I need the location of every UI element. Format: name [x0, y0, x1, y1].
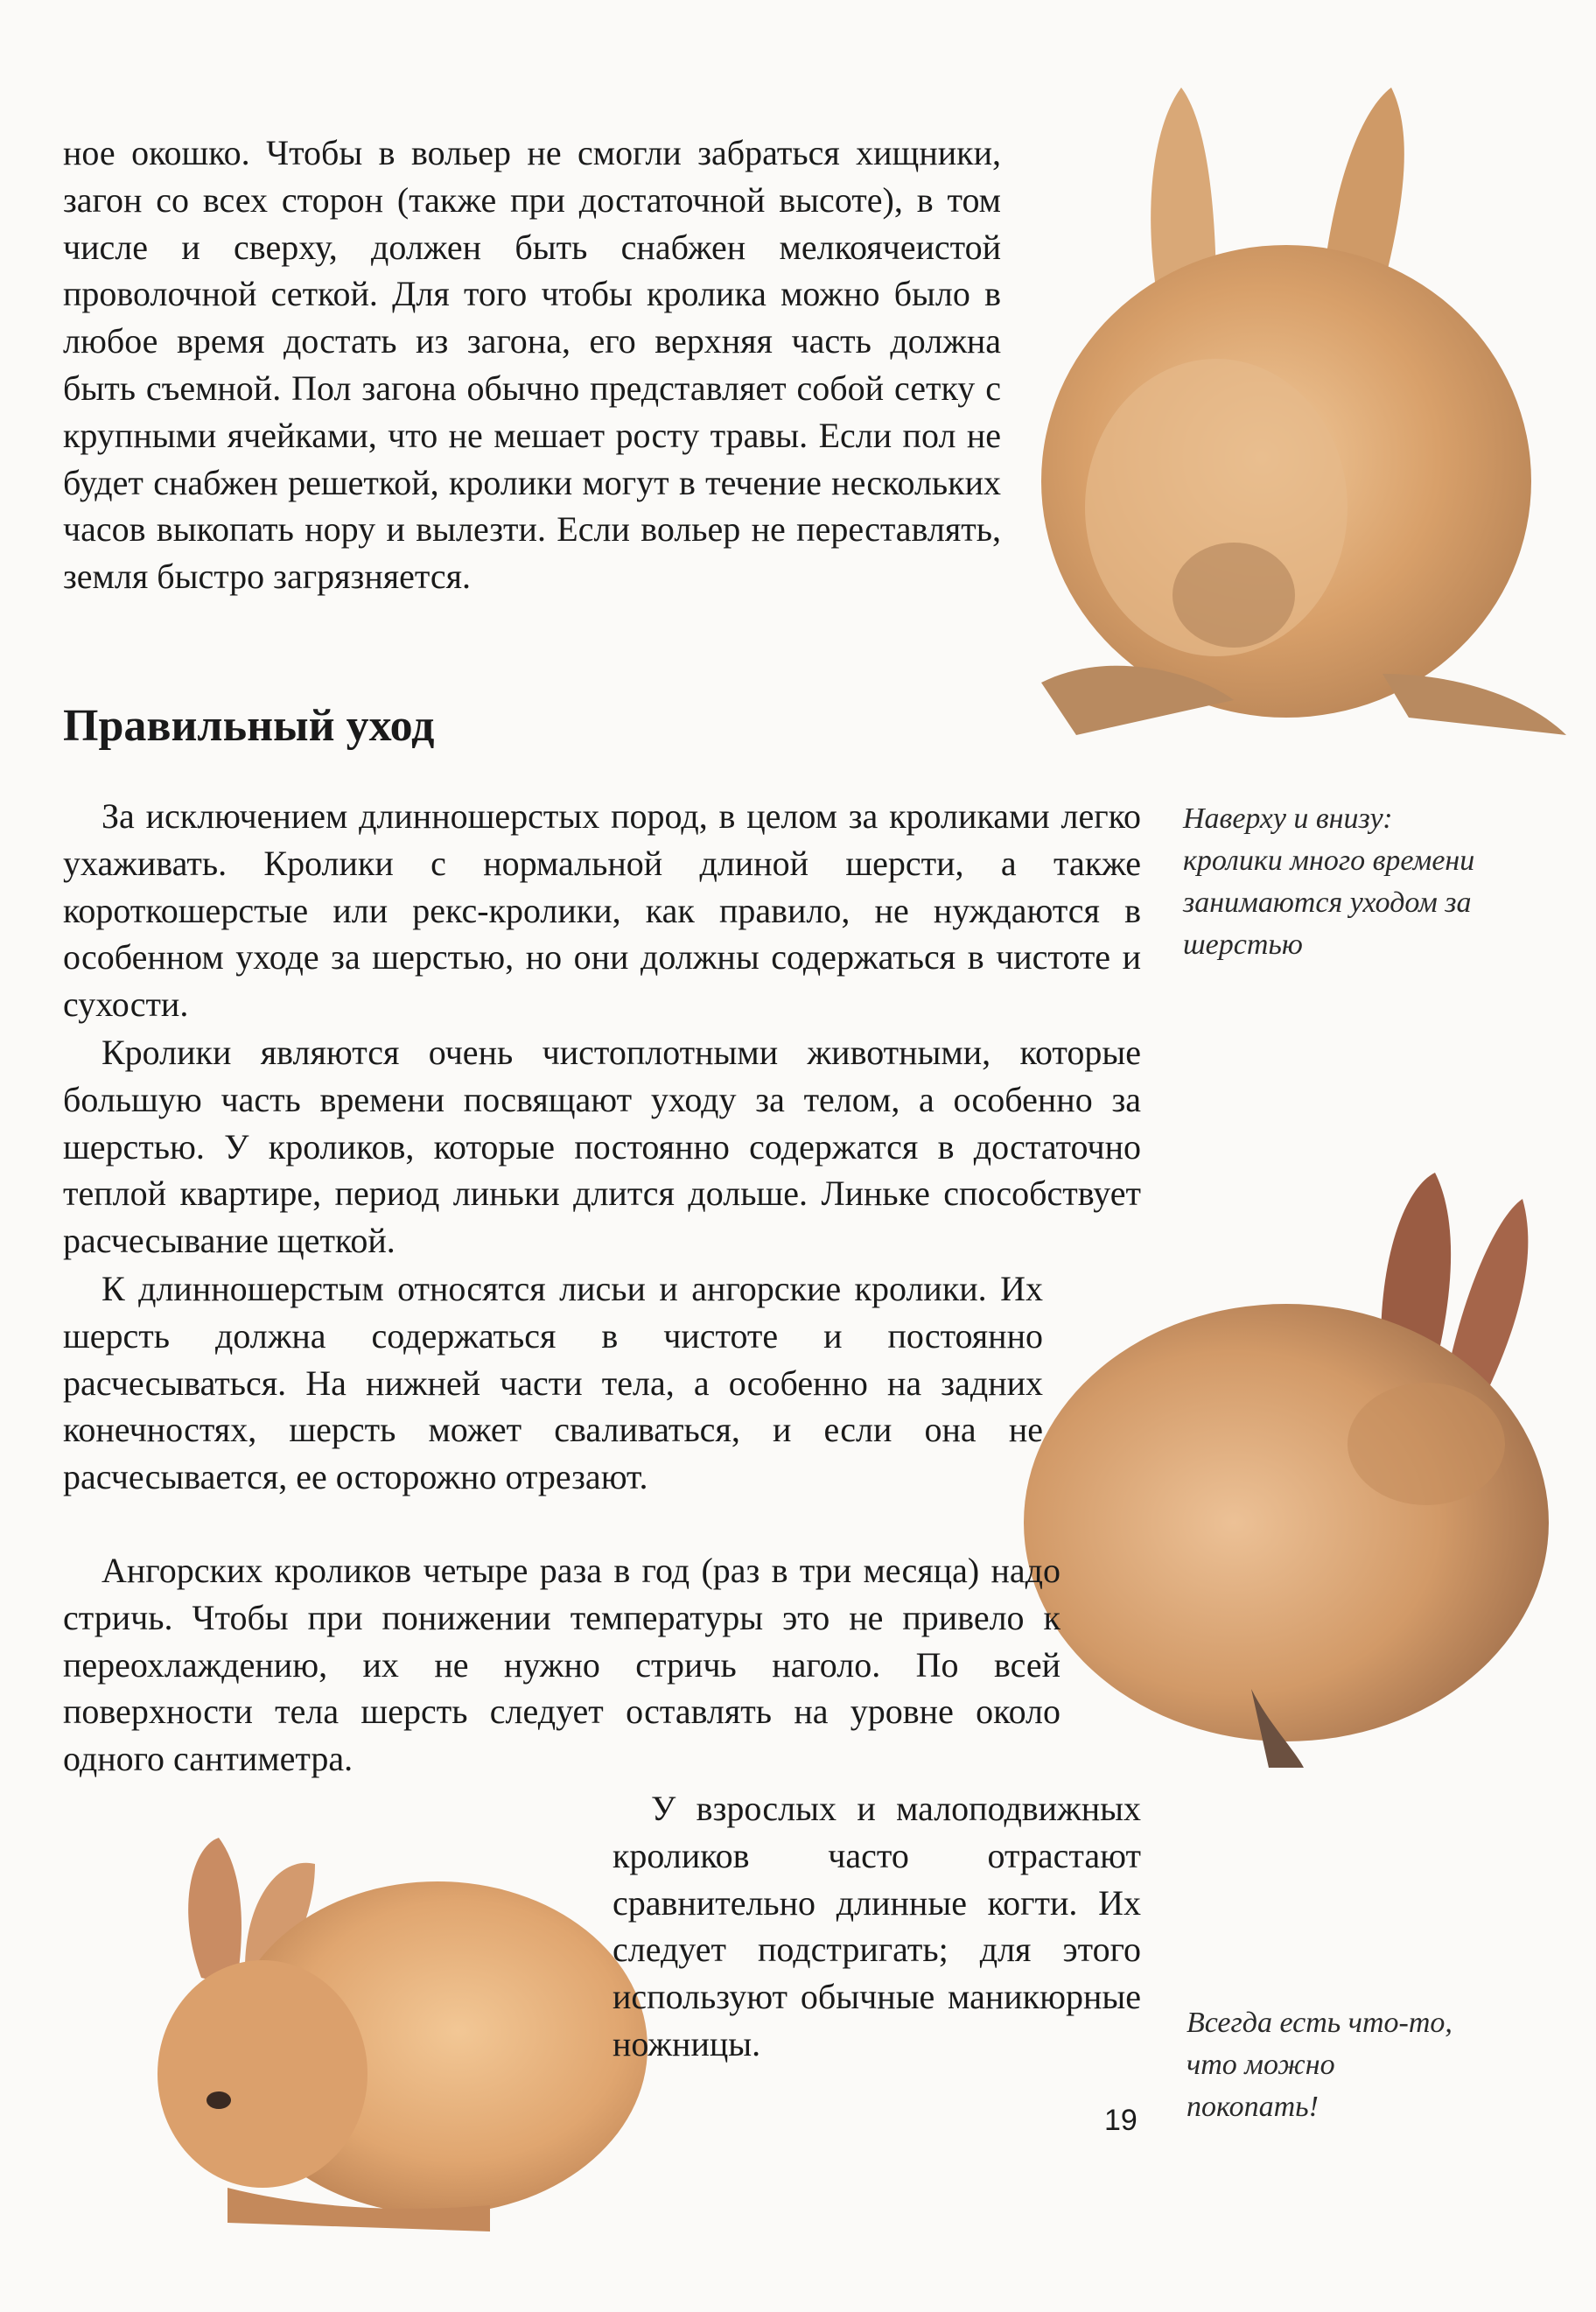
caption-bottom: Всегда есть что-то, что можно покопать! — [1186, 2007, 1452, 2123]
intro-paragraph: ное окошко. Чтобы в вольер не смогли забраться хищники, загон со всех сторон (также при достаточной высоте), в том числе и сверху, должен быть снабжен мелкоячеистой проволочной сеткой. Для того чтобы кролика можно было в любое время достать из загона, его верхняя часть должна быть съемной. Пол загона обычно представляет собой сетку с крупными ячейками, что не мешает росту травы. Если пол не будет снабжен решеткой, кролики могут в течение нескольких часов выкопать нору и вылезти. Если вольер не переставлять, земля быстро загрязняется. — [63, 133, 1001, 597]
caption-top: Наверху и внизу: кролики много времени занимаются уходом за шерстью — [1183, 802, 1475, 961]
paragraph-cleanliness: Кролики являются очень чистоплотными животными, которые большую часть времени посвящают уходу за телом, а особенно за шерстью. У кроликов, которые постоянно содержатся в достаточно теплой квартире, период линьки длится дольше. Линьке способствует расчесывание щеткой. — [63, 1033, 1141, 1261]
page-number: 19 — [1104, 2104, 1138, 2137]
rabbit-photo-bottom — [122, 1820, 665, 2240]
section-heading: Правильный уход — [63, 701, 435, 751]
paragraph-care: За исключением длинношерстых пород, в целом за кроликами легко ухаживать. Кролики с нормальной длиной шерсти, а также короткошерстые или рекс-кролики, как правило, не нуждаются в особенном уходе за шерстью, но они должны содержаться в чистоте и сухости. — [63, 796, 1141, 1025]
paragraph-long-haired: К длинношерстым относятся лисьи и ангорские кролики. Их шерсть должна содержаться в чистоте и постоянно расчесываться. На нижней части тела, а особенно на задних конечностях, шерсть может сваливаться, и если она не расчесывается, ее осторожно отрезают. — [63, 1269, 1043, 1497]
paragraph-angora: Ангорских кроликов четыре раза в год (раз в три месяца) надо стричь. Чтобы при понижении температуры это не привело к переохлаждению, их не нужно стричь наголо. По всей поверхности тела шерсть следует оставлять на уровне около одного сантиметра. — [63, 1551, 1060, 1779]
rabbit-photo-top — [1006, 70, 1584, 753]
paragraph-claws: У взрослых и малоподвижных кроликов часто отрастают сравнительно длинные когти. Их следует подстригать; для этого используют обычные маникюрные ножницы. — [612, 1789, 1141, 2063]
